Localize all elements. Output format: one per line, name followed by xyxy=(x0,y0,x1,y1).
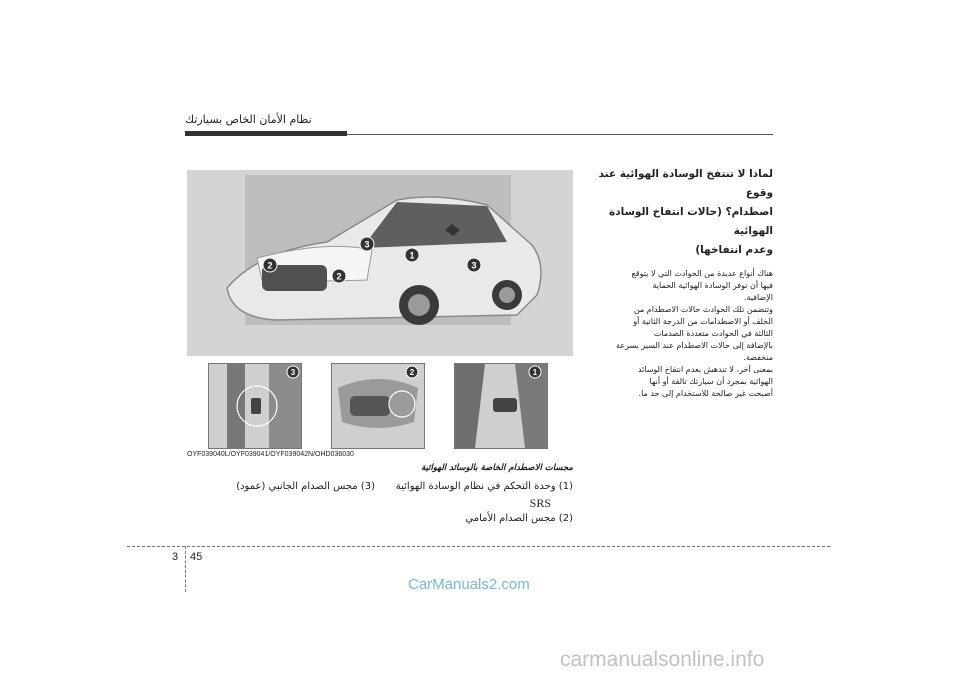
figure-code: OYF039040L/OYF039041/OYF039042N/OHD036030 xyxy=(187,451,354,458)
marker-3b-label: 3 xyxy=(471,260,477,271)
question-title-line-2: اصطدام؟ (حالات انتفاخ الوسادة الهوائية xyxy=(609,206,773,237)
explanation-line: وتتضمن تلك الحوادث حالات الاصطدام من xyxy=(633,305,773,314)
marker-2b-label: 2 xyxy=(336,271,342,282)
thumb-side-pillar-sensor xyxy=(208,363,302,449)
legend-left xyxy=(205,479,375,495)
legend-item-1: (1) وحدة التحكم في نظام الوسادة الهوائية xyxy=(395,481,573,492)
page-number: 45 xyxy=(190,551,203,563)
legend-item-3: (3) مجس الصدام الجانبي (عمود) xyxy=(236,481,375,492)
explanation-line: الإضافية. xyxy=(743,293,773,302)
marker-1-label: 1 xyxy=(409,250,415,261)
page-section-number: 3 xyxy=(172,551,179,563)
footer-divider xyxy=(185,546,186,592)
marker-3-label: 3 xyxy=(364,239,370,250)
marker-1-badge xyxy=(405,248,419,262)
question-title-line-3: وعدم انتفاخها) xyxy=(695,244,773,256)
thumb-2-label: 2 xyxy=(409,368,415,377)
explanation-line: فيها أن توفر الوسادة الهوائية الحماية xyxy=(652,281,773,290)
explanation-line: أصبحت غير صالحة للاستخدام إلى حد ما. xyxy=(638,389,773,398)
explanation-line: بمعنى آخر، لا تندهش بعدم انتفاخ الوسائد xyxy=(637,365,773,374)
thumb-srs-control-unit xyxy=(454,363,548,449)
srs-unit-illustration xyxy=(455,364,547,448)
content-column xyxy=(590,165,773,400)
marker-2-badge xyxy=(263,258,277,272)
thumb-3-badge xyxy=(287,366,299,378)
section-title: نظام الأمان الخاص بسيارتك xyxy=(185,113,312,126)
header-rule-accent xyxy=(185,131,347,136)
thumb-3-label: 3 xyxy=(290,368,296,377)
explanation-line: الخلف أو الاصطدامات من الدرجة الثانية أو xyxy=(633,317,773,326)
thumb-2-badge xyxy=(406,366,418,378)
question-title-line-1: لماذا لا تنتفخ الوسادة الهوائية عند وقوع xyxy=(598,168,773,199)
watermark-link[interactable]: CarManuals2.com xyxy=(408,576,530,593)
marker-2-label: 2 xyxy=(267,260,273,271)
explanation-line: منخفضة. xyxy=(743,353,773,362)
explanation-line: هناك أنواع عديدة من الحوادث التي لا يتوقع xyxy=(631,269,773,278)
figure-caption-title: مجسات الاصطدام الخاصة بالوسائد الهوائية xyxy=(421,463,573,473)
pillar-sensor-illustration xyxy=(209,364,301,448)
thumb-1-label: 1 xyxy=(532,368,538,377)
thumb-front-impact-sensor xyxy=(331,363,425,449)
car-illustration xyxy=(187,170,573,356)
explanation-line: الثالثة في الحوادث متعددة الصدمات xyxy=(653,329,773,338)
marker-3-badge xyxy=(360,237,374,251)
legend-right xyxy=(380,479,573,527)
legend-item-2: (2) مجس الصدام الأمامي xyxy=(465,513,573,524)
thumb-1-badge xyxy=(529,366,541,378)
explanation-line: الهوائية بمجرد أن سيارتك تالفة أو أنها xyxy=(649,377,773,386)
marker-3b-badge xyxy=(467,258,481,272)
site-watermark: carmanualsonline.info xyxy=(560,648,765,671)
marker-2b-badge xyxy=(332,269,346,283)
footer-rule xyxy=(127,546,830,547)
legend-item-1-cont: SRS xyxy=(529,496,551,510)
explanation-list xyxy=(590,268,773,400)
explanation-line: بالإضافة إلى حالات الاصطدام عند السير بسرعة xyxy=(616,341,773,350)
front-sensor-illustration xyxy=(332,364,424,448)
car-sensor-photo xyxy=(187,170,573,356)
